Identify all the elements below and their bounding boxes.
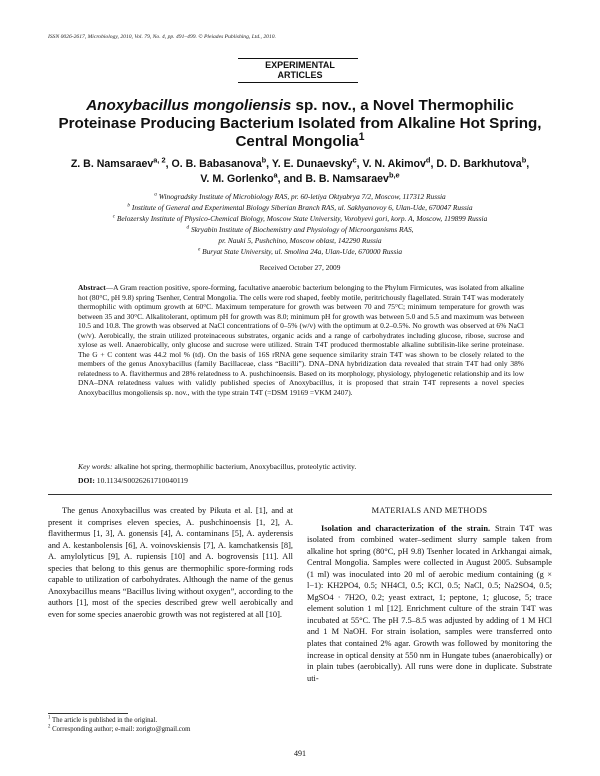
footnote xyxy=(48,716,288,725)
page-number: 491 xyxy=(294,749,306,758)
section-rule-bottom xyxy=(238,82,358,83)
methods-text: Strain T4T was isolated from combined water–sediment slurry sample taken from alkaline hot spring (80°C, pH 9.8) Tsenher located in Arkhangai aimak, Central Mongolia. Samples were collected in August 2005. Subsample (1 ml) was inoculated into 20 ml of aerobic medium containing (g × l−1): KH2PO4, 0.5; NH4Cl, 0.5; KCl, 0.5; NaCl, 0.5; Na2SO4, 0.5; MgSO4 · 7H2O, 0.2; yeast extract, 1; peptone, 1; glucose, 5; trace element solution 1 ml [12]. Enrichment culture of the strain T4T was incubated at 55°C. The pH 7.5–8.5 was adjusted by adding of 1 M HCl and 1 M NaOH. For strain isolation, samples were transferred onto plates that contained 2% agar. Growth was followed by monitoring the increase in optical density at 550 nm in Hungate tubes (anaerobically) or in plain tubes (aerobically). All runs were done in duplicate. Substrate uti- xyxy=(307,523,552,683)
author-mark: d xyxy=(425,155,431,165)
author-mark: a xyxy=(273,170,278,180)
author-namsaraev-zb: Z. B. Namsaraev xyxy=(70,158,154,170)
author-list xyxy=(48,157,552,187)
affiliation-text: Buryat State University, ul. Smolina 24a, Ulan-Ude, 670000 Russia xyxy=(202,247,403,256)
author-mark: b xyxy=(261,155,267,165)
journal-header: ISSN 0026-2617, Microbiology, 2010, Vol. 79, No. 4, pp. 491–499. © Pleiades Publishing, Ltd., 2010. xyxy=(48,34,276,40)
footnote-mark: 2 xyxy=(48,724,51,730)
author-mark: b xyxy=(521,155,527,165)
footnote-rule xyxy=(48,713,128,714)
section-rule-top xyxy=(238,58,358,59)
doi xyxy=(78,476,524,485)
author-mark: a, 2 xyxy=(153,155,166,165)
doi-text: 10.1134/S0026261710040119 xyxy=(96,476,188,485)
affiliation xyxy=(30,246,570,257)
affiliation xyxy=(30,224,570,235)
left-column xyxy=(48,505,293,620)
abstract-label: Abstract xyxy=(78,283,106,292)
footnote-text: The article is published in the original. xyxy=(51,717,158,724)
footnote-mark: 1 xyxy=(48,715,51,721)
title-line2: Proteinase Producing Bacterium Isolated from Alkaline Hot Spring, xyxy=(58,115,542,132)
title-line3: Central Mongolia xyxy=(235,133,359,150)
affiliation-text: Belozersky Institute of Physico-Chemical Biology, Moscow State University, Vorobyevi gori, korp. A, Moscow, 119899 Russia xyxy=(116,214,488,223)
author-barkhutova: , D. D. Barkhutova xyxy=(430,158,522,170)
title-species: Anoxybacillus mongoliensis xyxy=(86,97,292,114)
affiliations xyxy=(30,191,570,257)
affiliation-text: Institute of General and Experimental Biology Siberian Branch RAS, ul. Sakhyanovoy 6, Ulan-Ude, 670047 Russia xyxy=(131,203,473,212)
affiliation xyxy=(30,202,570,213)
keywords-text: alkaline hot spring, thermophilic bacterium, Anoxybacillus, proteolytic activity. xyxy=(114,462,357,471)
affiliation xyxy=(30,213,570,224)
author-sep: , xyxy=(526,158,530,170)
abstract xyxy=(78,283,524,398)
affiliation xyxy=(30,235,570,246)
section-line2: ARTICLES xyxy=(277,70,323,80)
article-title xyxy=(55,97,545,151)
affiliation xyxy=(30,191,570,202)
affiliation-mark: e xyxy=(197,246,201,253)
author-akimov: , V. N. Akimov xyxy=(356,158,426,170)
author-dunaevsky: , Y. E. Dunaevsky xyxy=(266,158,353,170)
author-gorlenko: V. M. Gorlenko xyxy=(200,173,274,185)
affiliation-text: pr. Nauki 5, Pushchino, Moscow oblast, 142290 Russia xyxy=(218,236,382,245)
author-mark: b,e xyxy=(388,170,400,180)
affiliation-mark: c xyxy=(112,213,115,220)
section-heading xyxy=(0,60,600,80)
footnote xyxy=(48,725,288,734)
abstract-divider xyxy=(48,494,552,495)
author-namsaraev-bb: , and B. B. Namsaraev xyxy=(277,173,389,185)
intro-paragraph: The genus Anoxybacillus was created by Pikuta et al. [1], and at present it comprises eleven species, A. pushchinoensis [1, 2], A. flavithermus [1, 3], A. gonensis [4], A. contaminans [5], A. ayderensis and A. kestanbolensis [6], A. voinovskiensis [7], A. kamchatkensis [8], A. amylolyticus [9], A. rupiensis [10] and A. bogrovensis [11]. All species that belong to this genus are thermophilic spore-forming rods capable to utilization of carbohydrates. Although the name of the genus Anoxybacillus means “Bacillus living without oxygen”, according to the authors [1], most of the species described grew well aerobically and even for some species anaerobic growth was not registered at all [10]. xyxy=(48,506,293,619)
footnote-text: Corresponding author; e-mail: zorigto@gmail.com xyxy=(52,726,191,733)
author-babasanova: , O. B. Babasanova xyxy=(165,158,262,170)
keywords xyxy=(78,462,524,471)
abstract-text: —A Gram reaction positive, spore-forming, facultative anaerobic bacterium belonging to the Phylum Firmicutes, was isolated from alkaline hot (80°C, pH 9.8) spring Tsenher, Central Mongolia. The cells were rod shaped, feebly motile, peritrichously flagellated. Strain T4T was moderately thermophilic with optimum growth at 60°C. Maximum temperature for growth was between 70 and 75°C; minimum temperature for growth was between 35 and 30°C. Alkalitolerant, optimum pH for growth was 8.0; minimum pH for growth was between 5.0 and 5.5 and maximum was between 10.5 and 10.8. The growth was observed at NaCl concentrations of 0–5% (w/v) with the optimum at 0.2–0.5%. No growth was observed at 6% NaCl (w/v). Aerobically, the strain utilized proteinaceous substrates, organic acids and a range of carbohydrates including glucose, ribose, sucrose and xylose as well. Anaerobically, only glucose and sucrose were utilized. Strain T4T produced thermostable alkaline subtilisin-like serine proteinase. The G + C content was 44.2 mol % (td). On the basis of 16S rRNA gene sequence similarity strain T4T was shown to be closely related to the members of the genus Anoxybacillus (family Bacillaceae, class “Bacilli”). DNA–DNA hybridization data revealed that strain T4T had only 38% relatedness to A. flavithermus and 28% relatedness to A. pushchinoensis. Based on its morphology, physiology, phylogenetic relationship and its low DNA–DNA relatedness values with validly published species of Anoxybacillus, it is proposed that strain T4T represents a novel species Anoxybacillus mongoliensis sp. nov., with the type strain T4T (=DSM 19169 =VKM 2407). xyxy=(78,283,524,398)
section-line1: EXPERIMENTAL xyxy=(265,60,335,70)
title-line1-rest: sp. nov., a Novel Thermophilic xyxy=(291,97,514,114)
doi-label: DOI: xyxy=(78,476,95,485)
keywords-label: Key words: xyxy=(78,462,113,471)
author-mark: c xyxy=(352,155,357,165)
methods-heading: MATERIALS AND METHODS xyxy=(371,506,488,515)
methods-paragraph xyxy=(307,523,552,685)
methods-subhead: Isolation and characterization of the strain. xyxy=(321,523,491,533)
received-date: Received October 27, 2009 xyxy=(259,263,341,272)
title-footnote-mark: 1 xyxy=(358,130,365,143)
affiliation-text: Winogradsky Institute of Microbiology RAS, pr. 60-letiya Oktyabrya 7/2, Moscow, 117312 Russia xyxy=(158,192,446,201)
affiliation-mark: d xyxy=(186,224,190,231)
right-column xyxy=(307,505,552,684)
affiliation-mark: a xyxy=(154,191,157,198)
affiliation-text: Skryabin Institute of Biochemistry and Physiology of Microorganisms RAS, xyxy=(190,225,414,234)
affiliation-mark: b xyxy=(127,202,130,209)
